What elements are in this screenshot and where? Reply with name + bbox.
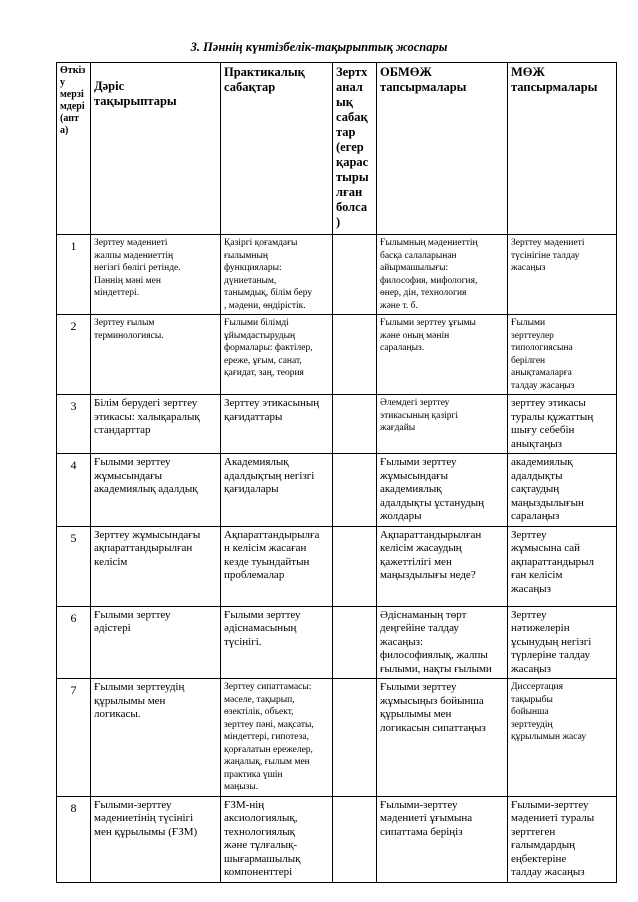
cell-line: формалары: фактілер, bbox=[224, 343, 313, 353]
cell-line: адалдықтың негізгі bbox=[224, 469, 315, 482]
mozh-cell bbox=[508, 606, 617, 679]
cell-line: жұмысына сай bbox=[511, 542, 581, 554]
cell-line: түсінігі. bbox=[224, 635, 262, 648]
cell-line: шығу себебін bbox=[511, 424, 575, 436]
table-row bbox=[57, 526, 617, 606]
cell-line: Ғылыми зерттеу bbox=[94, 456, 171, 468]
practical-cell bbox=[221, 235, 333, 315]
cell-line: Ғылыми зерттеудің bbox=[94, 681, 185, 693]
topic-cell bbox=[91, 454, 221, 527]
topic-cell bbox=[91, 796, 221, 882]
cell-line: ақпараттандырылған bbox=[94, 542, 193, 554]
cell-line: , мәдени, өндірістік. bbox=[224, 300, 306, 311]
header-lab bbox=[333, 63, 377, 235]
cell-line: жалпы мәдениеттің bbox=[94, 250, 174, 261]
cell-line: Ғылыми bbox=[511, 318, 546, 328]
cell-line: нәтижелерін bbox=[511, 622, 570, 634]
cell-line: әдістері bbox=[94, 622, 131, 634]
cell-line: қажеттілігі мен bbox=[380, 555, 452, 568]
cell-line: тар bbox=[336, 125, 356, 139]
cell-line: танымдық, білім беру bbox=[224, 288, 313, 298]
cell-line: Қазіргі қоғамдағы bbox=[224, 238, 298, 248]
cell-line: маңызы. bbox=[224, 782, 259, 792]
cell-line: жасаңыз bbox=[511, 662, 552, 675]
cell-line: анал bbox=[336, 80, 363, 94]
obmozh-cell bbox=[377, 606, 508, 679]
mozh-cell bbox=[508, 679, 617, 797]
cell-line: мәдениеті туралы bbox=[511, 812, 595, 824]
cell-line: қағидат, заң, теория bbox=[224, 368, 304, 378]
table-row bbox=[57, 235, 617, 315]
table-row bbox=[57, 606, 617, 679]
cell-line: түсінігіне талдау bbox=[511, 250, 580, 261]
cell-line: және оның мәнін bbox=[380, 330, 450, 341]
header-obmozh bbox=[377, 63, 508, 235]
cell-line: Ғылыми-зерттеу bbox=[511, 798, 589, 811]
cell-line: маңыздылығы неде? bbox=[380, 569, 476, 581]
cell-line: Зерттеу этикасының bbox=[224, 397, 320, 409]
cell-line: ақпараттандырыл bbox=[511, 555, 594, 568]
cell-line: келісім bbox=[94, 555, 128, 568]
cell-line: сабақтар bbox=[224, 80, 276, 94]
cell-line: Ғылыми зерттеу bbox=[380, 456, 457, 468]
table-row bbox=[57, 679, 617, 797]
cell-line: мдері bbox=[60, 101, 85, 112]
cell-line: н келісім жасаған bbox=[224, 542, 307, 554]
cell-line: лған bbox=[336, 185, 363, 199]
cell-line: зерттеген bbox=[511, 825, 556, 838]
cell-line: технологиялық bbox=[224, 825, 295, 838]
week-number-cell: 1 bbox=[57, 235, 91, 315]
cell-line: этикасы: халықаралық bbox=[94, 410, 200, 423]
practical-cell bbox=[221, 606, 333, 679]
cell-line: логикасын сипаттаңыз bbox=[380, 721, 486, 734]
cell-line: шығармашылық bbox=[224, 852, 301, 865]
cell-line: анықтаңыз bbox=[511, 437, 562, 450]
table-row bbox=[57, 454, 617, 527]
cell-line: ған келісім bbox=[511, 569, 563, 581]
obmozh-cell bbox=[377, 679, 508, 797]
calendar-plan-table bbox=[56, 62, 617, 883]
mozh-cell bbox=[508, 315, 617, 395]
cell-line: қағидаттары bbox=[224, 410, 283, 423]
topic-cell bbox=[91, 606, 221, 679]
lab-cell bbox=[333, 395, 377, 454]
cell-line: Ғылымның мәдениеттің bbox=[380, 238, 478, 248]
cell-line: адалдықты ұстанудың bbox=[380, 496, 485, 509]
cell-line: жасаңыз bbox=[511, 263, 546, 273]
cell-line: (апт bbox=[60, 113, 79, 124]
week-number-cell: 5 bbox=[57, 526, 91, 606]
cell-line: маңыздылығын bbox=[511, 496, 584, 509]
cell-line: Білім берудегі зерттеу bbox=[94, 397, 198, 409]
obmozh-cell bbox=[377, 796, 508, 882]
week-number-cell: 3 bbox=[57, 395, 91, 454]
cell-line: Зерттеу bbox=[511, 608, 547, 621]
cell-line: Ғылыми зерттеу bbox=[224, 608, 301, 621]
cell-line: ық bbox=[336, 95, 353, 109]
cell-line: (егер bbox=[336, 140, 364, 154]
cell-line: тапсырмалары bbox=[511, 80, 598, 94]
mozh-cell bbox=[508, 454, 617, 527]
topic-cell bbox=[91, 315, 221, 395]
cell-line: сипаттама беріңіз bbox=[380, 825, 463, 838]
practical-cell bbox=[221, 679, 333, 797]
cell-line: Өткіз bbox=[60, 65, 86, 76]
cell-line: Ғылыми-зерттеу bbox=[94, 798, 172, 811]
cell-line: жаңалық, ғылым мен bbox=[224, 757, 310, 767]
cell-line: Ғылыми зерттеу bbox=[94, 608, 171, 621]
cell-line: Әдіснаманың төрт bbox=[380, 608, 467, 621]
cell-line: Ғылыми білімді bbox=[224, 318, 289, 328]
cell-line: Академиялық bbox=[224, 456, 289, 468]
cell-line: деңгейіне талдау bbox=[380, 622, 459, 634]
lab-cell bbox=[333, 679, 377, 797]
mozh-cell bbox=[508, 395, 617, 454]
cell-line: тақырыбы bbox=[511, 694, 553, 705]
topic-cell bbox=[91, 526, 221, 606]
cell-line: қорғалатын ережелер, bbox=[224, 744, 313, 755]
cell-line: у bbox=[60, 77, 65, 88]
cell-line: этикасының қазіргі bbox=[380, 410, 459, 421]
cell-line: а) bbox=[60, 125, 69, 136]
cell-line: тапсырмалары bbox=[380, 80, 467, 94]
table-row bbox=[57, 395, 617, 454]
cell-line: ғылымның bbox=[224, 250, 268, 261]
cell-line: проблемалар bbox=[224, 569, 285, 581]
cell-line: жасаңыз bbox=[511, 582, 552, 595]
cell-line: Зертх bbox=[336, 65, 368, 79]
practical-cell bbox=[221, 796, 333, 882]
cell-line: талдау жасаңыз bbox=[511, 866, 585, 878]
cell-line: сақтаудың bbox=[511, 483, 560, 495]
lab-cell bbox=[333, 315, 377, 395]
cell-line: және т. б. bbox=[380, 300, 418, 311]
header-row bbox=[57, 63, 617, 235]
cell-line: кезде туындайтын bbox=[224, 555, 310, 568]
cell-line: саралаңыз bbox=[511, 510, 560, 522]
obmozh-cell bbox=[377, 454, 508, 527]
cell-line: Дәріс bbox=[94, 79, 125, 93]
cell-line: тыры bbox=[336, 170, 369, 184]
cell-line: ҒЗМ-нің bbox=[224, 798, 265, 811]
cell-line: әдіснамасының bbox=[224, 622, 297, 634]
cell-line: құрылымы мен bbox=[380, 708, 452, 720]
cell-line: және тұлғалық- bbox=[224, 839, 298, 851]
week-number-cell: 4 bbox=[57, 454, 91, 527]
practical-cell bbox=[221, 315, 333, 395]
cell-line: жасаңыз: bbox=[380, 635, 424, 648]
obmozh-cell bbox=[377, 526, 508, 606]
cell-line: Зерттеу ғылым bbox=[94, 318, 155, 328]
header-practical bbox=[221, 63, 333, 235]
cell-line: академиялық bbox=[380, 483, 442, 495]
week-number-cell: 2 bbox=[57, 315, 91, 395]
topic-cell bbox=[91, 235, 221, 315]
cell-line: Зерттеу сипаттамасы: bbox=[224, 682, 312, 692]
cell-line: Ғылыми зерттеу bbox=[380, 681, 457, 693]
cell-line: анықтамаларға bbox=[511, 368, 572, 378]
cell-line: компоненттері bbox=[224, 866, 293, 878]
mozh-cell bbox=[508, 235, 617, 315]
cell-line: жолдары bbox=[380, 510, 422, 522]
header-week bbox=[57, 63, 91, 235]
cell-line: ұйымдастырудың bbox=[224, 330, 296, 341]
cell-line: мен құрылымы (ҒЗМ) bbox=[94, 825, 198, 838]
cell-line: туралы құжаттың bbox=[511, 410, 594, 423]
cell-line: Зерттеу мәдениеті bbox=[94, 238, 168, 248]
cell-line: қарас bbox=[336, 155, 369, 169]
practical-cell bbox=[221, 526, 333, 606]
mozh-cell bbox=[508, 796, 617, 882]
week-number-cell: 8 bbox=[57, 796, 91, 882]
cell-line: зерттеудің bbox=[511, 719, 553, 730]
cell-line: ұсынудың негізгі bbox=[511, 635, 592, 648]
cell-line: МӨЖ bbox=[511, 65, 545, 79]
page-title: 3. Пәннің күнтізбелік-тақырыптық жоспары bbox=[190, 40, 448, 54]
cell-line: мәдениетінің түсінігі bbox=[94, 812, 194, 824]
cell-line: Диссертация bbox=[511, 682, 563, 692]
cell-line: Зерттеу bbox=[511, 528, 547, 541]
cell-line: ереже, ұғым, санат, bbox=[224, 355, 302, 366]
cell-line: академиялық bbox=[511, 456, 573, 468]
cell-line: ғалымдардың bbox=[511, 839, 576, 851]
cell-line: тақырыптары bbox=[94, 94, 177, 108]
cell-line: қағидалары bbox=[224, 483, 279, 495]
cell-line: басқа салаларынан bbox=[380, 250, 457, 261]
cell-line: мәдениеті ұғымына bbox=[380, 812, 473, 824]
cell-line: міндеттері, гипотеза, bbox=[224, 732, 309, 742]
cell-line: сабақ bbox=[336, 110, 368, 124]
lab-cell bbox=[333, 454, 377, 527]
cell-line: бойынша bbox=[511, 707, 549, 717]
cell-line: Ақпараттандырылға bbox=[224, 528, 320, 541]
header-topics bbox=[91, 63, 221, 235]
mozh-cell bbox=[508, 526, 617, 606]
cell-line: өнер, дін, технология bbox=[380, 288, 467, 298]
cell-line: ОБМӨЖ bbox=[380, 65, 432, 79]
cell-line: терминологиясы. bbox=[94, 330, 164, 341]
cell-line: құрылымын жасау bbox=[511, 732, 587, 742]
cell-line: жұмысындағы bbox=[94, 469, 162, 482]
cell-line: философиялық, жалпы bbox=[380, 649, 488, 661]
topic-cell bbox=[91, 679, 221, 797]
practical-cell bbox=[221, 454, 333, 527]
cell-line: зерттеу пәні, мақсаты, bbox=[224, 719, 314, 730]
cell-line: айырмашылығы: bbox=[380, 263, 449, 273]
cell-line: жұмысындағы bbox=[380, 469, 448, 482]
cell-line: типологиясына bbox=[511, 343, 573, 353]
cell-line: берілген bbox=[511, 355, 546, 366]
cell-line: негізгі бөлігі ретінде. bbox=[94, 263, 181, 273]
cell-line: құрылымы мен bbox=[94, 694, 166, 707]
cell-line: өзектілік, объект, bbox=[224, 707, 294, 717]
practical-cell bbox=[221, 395, 333, 454]
cell-line: Ақпараттандырылған bbox=[380, 528, 482, 541]
cell-line: жағдайы bbox=[380, 423, 416, 433]
cell-line: функциялары: bbox=[224, 263, 282, 273]
week-number-cell: 6 bbox=[57, 606, 91, 679]
cell-line: академиялық адалдық bbox=[94, 483, 198, 495]
lab-cell bbox=[333, 526, 377, 606]
cell-line: Әлемдегі зерттеу bbox=[380, 398, 450, 408]
cell-line: Пәннің мәні мен bbox=[94, 275, 161, 286]
table-row bbox=[57, 796, 617, 882]
cell-line: логикасы. bbox=[94, 708, 141, 720]
cell-line: болса bbox=[336, 200, 368, 214]
cell-line: мерзі bbox=[60, 89, 84, 100]
table-row bbox=[57, 315, 617, 395]
cell-line: міндеттері. bbox=[94, 288, 140, 298]
cell-line: ғылыми, нақты ғылыми bbox=[380, 662, 492, 675]
topic-cell bbox=[91, 395, 221, 454]
lab-cell bbox=[333, 235, 377, 315]
cell-line: аксиологиялық, bbox=[224, 812, 298, 824]
cell-line: келісім жасаудың bbox=[380, 542, 462, 554]
cell-line: дүниетаным, bbox=[224, 275, 277, 286]
cell-line: түрлеріне талдау bbox=[511, 649, 590, 661]
cell-line: философия, мифология, bbox=[380, 275, 478, 286]
header-mozh bbox=[508, 63, 617, 235]
week-number-cell: 7 bbox=[57, 679, 91, 797]
cell-line: стандарттар bbox=[94, 424, 151, 436]
cell-line: Ғылыми-зерттеу bbox=[380, 798, 458, 811]
cell-line: мәселе, тақырып, bbox=[224, 694, 295, 705]
cell-line: ) bbox=[336, 215, 341, 229]
cell-line: практика үшін bbox=[224, 769, 283, 780]
cell-line: саралаңыз. bbox=[380, 343, 425, 353]
cell-line: Ғылыми зерттеу ұғымы bbox=[380, 318, 476, 328]
cell-line: еңбектеріне bbox=[511, 852, 567, 865]
cell-line: адалдықты bbox=[511, 469, 563, 482]
cell-line: жұмысыңыз бойынша bbox=[380, 694, 484, 707]
obmozh-cell bbox=[377, 315, 508, 395]
cell-line: Зерттеу мәдениеті bbox=[511, 238, 585, 248]
cell-line: зерттеулер bbox=[511, 330, 554, 341]
cell-line: Зерттеу жұмысындағы bbox=[94, 528, 201, 541]
cell-line: Практикалық bbox=[224, 65, 305, 79]
obmozh-cell bbox=[377, 395, 508, 454]
obmozh-cell bbox=[377, 235, 508, 315]
cell-line: зерттеу этикасы bbox=[511, 397, 586, 409]
cell-line: талдау жасаңыз bbox=[511, 380, 575, 391]
lab-cell bbox=[333, 606, 377, 679]
lab-cell bbox=[333, 796, 377, 882]
